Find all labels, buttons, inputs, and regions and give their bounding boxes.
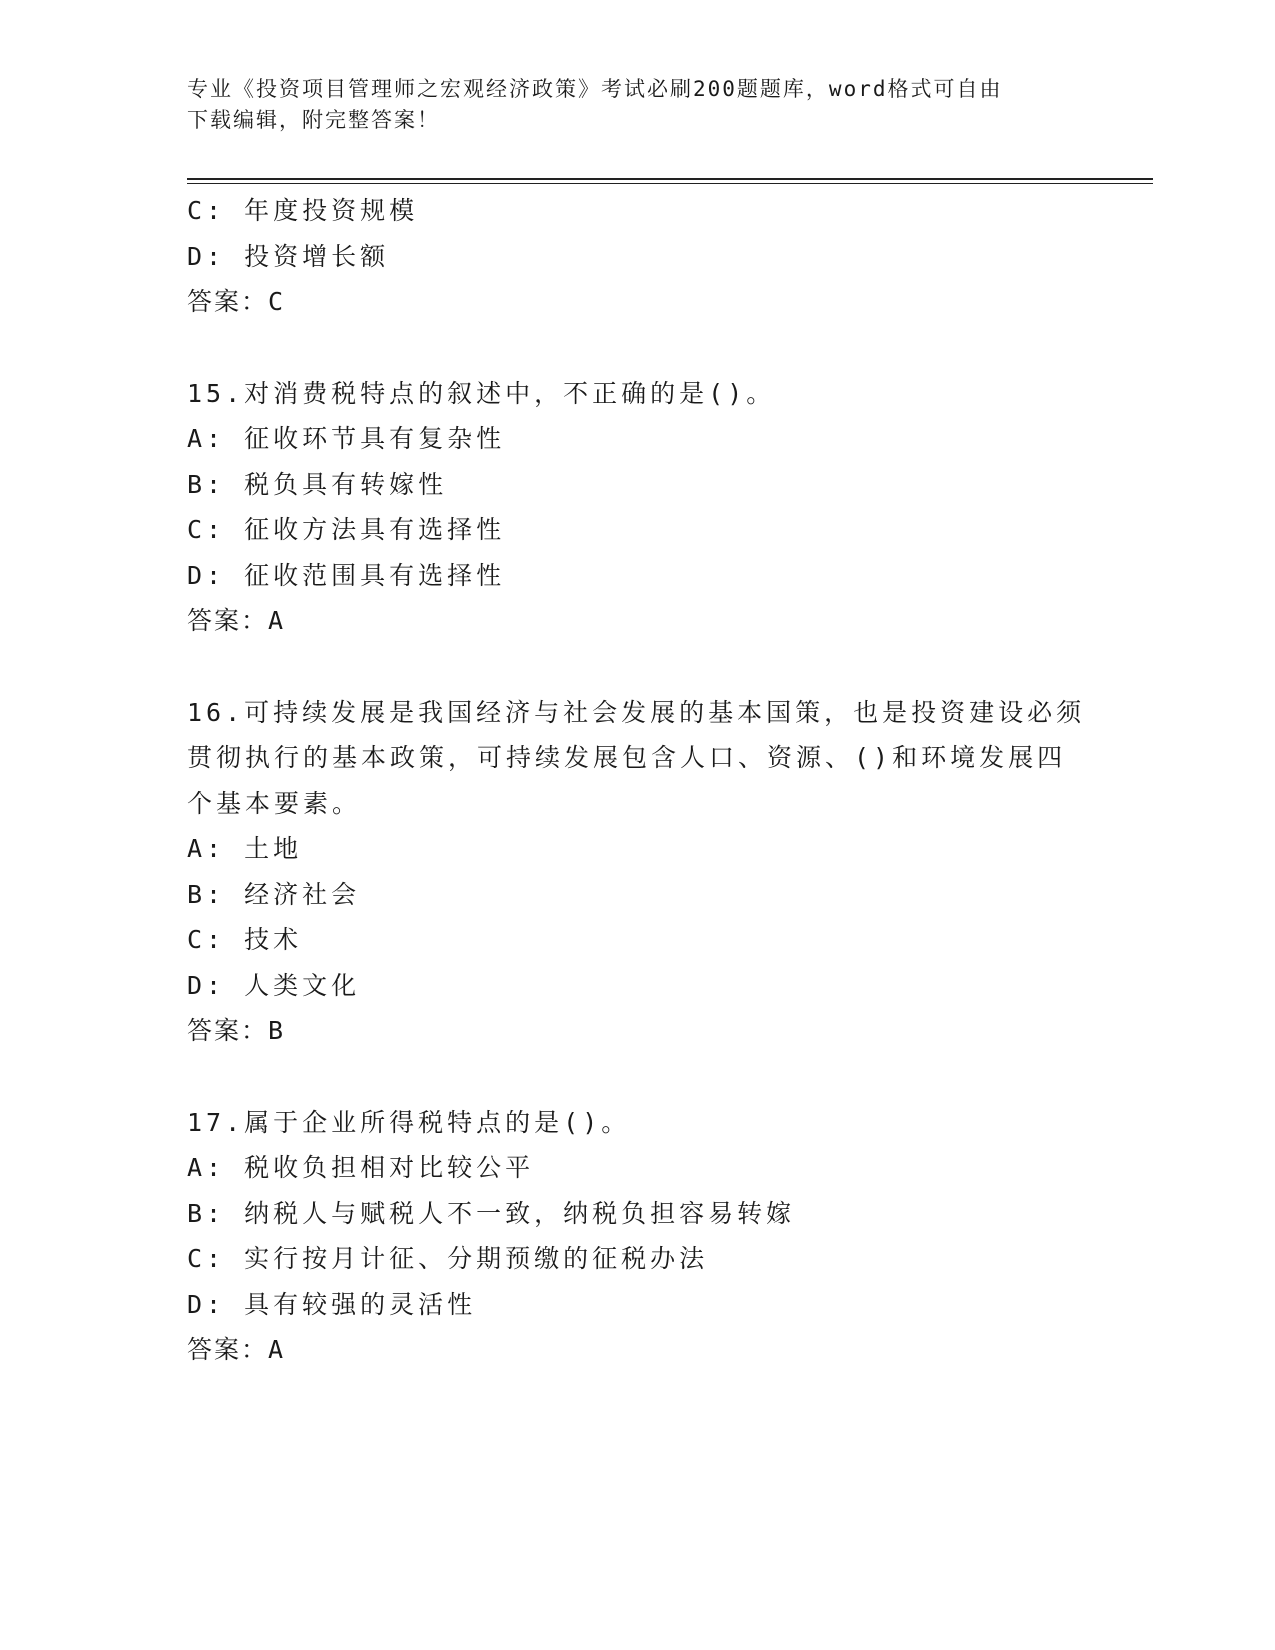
- option-label: B:: [187, 879, 226, 909]
- header-line-1: 专业《投资项目管理师之宏观经济政策》考试必刷200题题库，word格式可自由: [187, 77, 1003, 101]
- option-label: D:: [187, 560, 226, 590]
- option-label: D:: [187, 970, 226, 1000]
- option-text: 税收负担相对比较公平: [244, 1153, 535, 1182]
- option-text: 人类文化: [244, 970, 361, 1000]
- option-label: C:: [187, 925, 226, 954]
- option-text: 纳税人与赋税人不一致，纳税负担容易转嫁: [244, 1198, 796, 1228]
- option-text: 征收范围具有选择性: [244, 560, 506, 590]
- option-text: 征收方法具有选择性: [244, 515, 506, 544]
- question-stem-line-1: 16.可持续发展是我国经济与社会发展的基本国策，也是投资建设必须: [187, 697, 1086, 727]
- option-d: [187, 234, 1087, 280]
- answer: 答案：B: [187, 1016, 286, 1045]
- question-stem: 15.对消费税特点的叙述中，不正确的是()。: [187, 378, 776, 408]
- option-label: C:: [187, 515, 226, 544]
- option-label: C:: [187, 1244, 226, 1273]
- question-content: [187, 188, 1087, 1373]
- option-text: 具有较强的灵活性: [244, 1289, 477, 1319]
- option-label: A:: [187, 834, 226, 863]
- option-label: D:: [187, 241, 226, 271]
- option-text: 投资增长额: [244, 241, 390, 271]
- option-text: 实行按月计征、分期预缴的征税办法: [244, 1244, 709, 1273]
- option-d: [187, 963, 1087, 1009]
- answer: 答案：A: [187, 1335, 286, 1364]
- option-text: 年度投资规模: [244, 196, 419, 225]
- option-text: 经济社会: [244, 879, 361, 909]
- carryover-block: [187, 188, 1087, 325]
- document-header: [187, 74, 1067, 136]
- option-label: C:: [187, 196, 226, 225]
- option-b: [187, 462, 1087, 508]
- header-divider-thin: [187, 183, 1153, 184]
- option-label: A:: [187, 1153, 226, 1182]
- option-text: 征收环节具有复杂性: [244, 424, 506, 453]
- option-c: [187, 188, 1087, 234]
- option-b: [187, 872, 1087, 918]
- question-15: [187, 371, 1087, 644]
- option-text: 税负具有转嫁性: [244, 469, 448, 499]
- option-a: [187, 826, 1087, 872]
- header-line-2: 下载编辑，附完整答案！: [187, 108, 440, 132]
- option-d: [187, 553, 1087, 599]
- question-stem-line-2: 贯彻执行的基本政策，可持续发展包含人口、资源、()和环境发展四: [187, 743, 1067, 772]
- option-c: [187, 507, 1087, 553]
- option-d: [187, 1282, 1087, 1328]
- option-text: 土地: [244, 834, 303, 863]
- option-label: B:: [187, 1198, 226, 1228]
- option-label: A:: [187, 424, 226, 453]
- question-16: [187, 690, 1087, 1054]
- option-a: [187, 1145, 1087, 1191]
- option-b: [187, 1191, 1087, 1237]
- option-c: [187, 917, 1087, 963]
- question-stem: 17.属于企业所得税特点的是()。: [187, 1107, 631, 1137]
- question-stem-line-3: 个基本要素。: [187, 788, 362, 818]
- answer: 答案：C: [187, 287, 286, 316]
- option-c: [187, 1236, 1087, 1282]
- option-label: B:: [187, 469, 226, 499]
- question-17: [187, 1100, 1087, 1373]
- answer: 答案：A: [187, 606, 286, 635]
- option-text: 技术: [244, 925, 303, 954]
- option-label: D:: [187, 1289, 226, 1319]
- option-a: [187, 416, 1087, 462]
- header-divider-thick: [187, 178, 1153, 180]
